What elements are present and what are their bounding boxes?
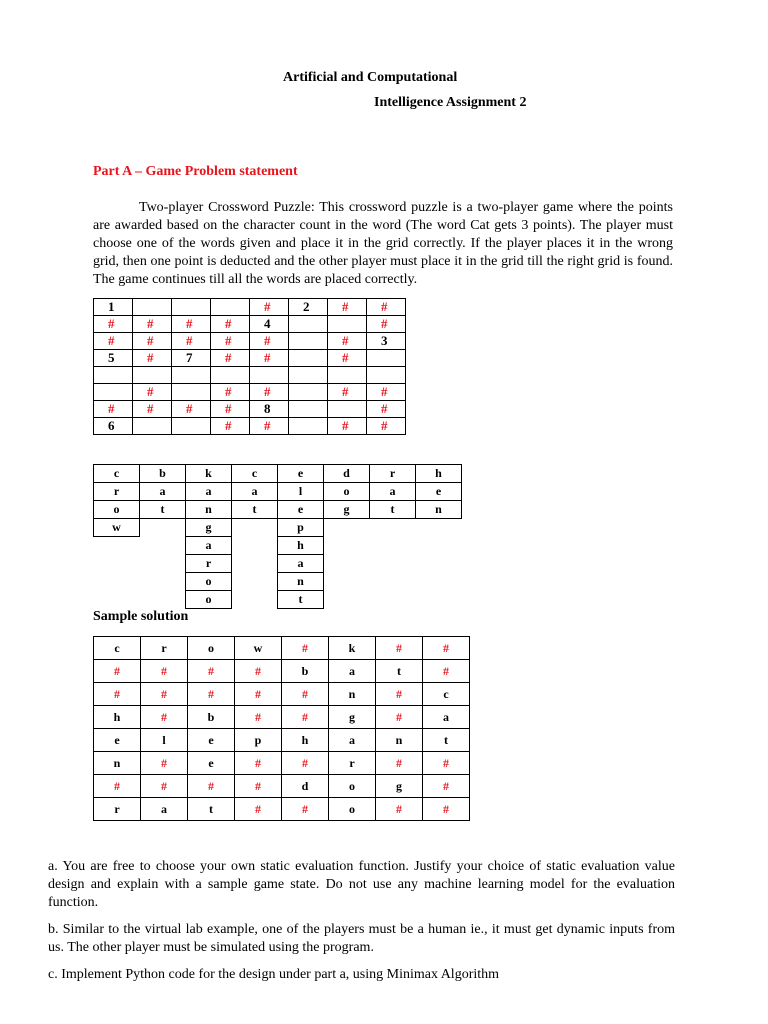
grid-cell [211, 299, 250, 316]
grid-cell: # [172, 333, 211, 350]
grid-cell: # [282, 752, 329, 775]
grid-cell: # [94, 401, 133, 418]
word-letter [416, 537, 462, 555]
grid-cell: # [94, 316, 133, 333]
grid-cell: o [329, 798, 376, 821]
solution-row [94, 706, 470, 729]
grid-cell: # [235, 798, 282, 821]
word-letter: o [94, 501, 140, 519]
grid-cell: a [423, 706, 470, 729]
solution-row [94, 729, 470, 752]
grid-cell: n [94, 752, 141, 775]
grid-cell: # [94, 683, 141, 706]
word-bank-row [94, 519, 462, 537]
solution-row [94, 752, 470, 775]
word-letter [232, 573, 278, 591]
grid-cell: # [133, 350, 172, 367]
grid-cell: # [235, 775, 282, 798]
grid-cell: # [282, 683, 329, 706]
word-letter: d [324, 465, 370, 483]
word-letter [94, 591, 140, 609]
grid-cell: # [423, 752, 470, 775]
grid-cell: # [211, 418, 250, 435]
grid-cell [94, 384, 133, 401]
solution-grid [93, 636, 470, 821]
word-bank-row [94, 591, 462, 609]
grid-cell: 1 [94, 299, 133, 316]
grid-cell [289, 418, 328, 435]
word-letter: a [370, 483, 416, 501]
grid-cell: # [94, 775, 141, 798]
part-a-heading: Part A – Game Problem statement [93, 164, 298, 179]
grid-cell: # [141, 775, 188, 798]
word-bank-row [94, 555, 462, 573]
grid-cell [289, 367, 328, 384]
grid-cell: # [133, 401, 172, 418]
solution-row [94, 798, 470, 821]
grid-cell [289, 384, 328, 401]
word-letter: o [324, 483, 370, 501]
word-letter: t [140, 501, 186, 519]
puzzle-row [94, 299, 406, 316]
grid-cell: # [250, 418, 289, 435]
word-letter: k [186, 465, 232, 483]
word-bank-row [94, 573, 462, 591]
word-letter [416, 573, 462, 591]
grid-cell: a [141, 798, 188, 821]
grid-cell: # [141, 660, 188, 683]
word-letter [140, 519, 186, 537]
grid-cell: # [172, 401, 211, 418]
grid-cell: p [235, 729, 282, 752]
word-bank-row [94, 465, 462, 483]
word-letter: a [232, 483, 278, 501]
grid-cell: a [329, 660, 376, 683]
grid-cell: 6 [94, 418, 133, 435]
grid-cell [328, 401, 367, 418]
grid-cell: # [141, 752, 188, 775]
word-letter [324, 573, 370, 591]
word-letter [232, 591, 278, 609]
grid-cell: c [94, 637, 141, 660]
grid-cell: # [367, 316, 406, 333]
grid-cell: # [188, 660, 235, 683]
word-letter: c [232, 465, 278, 483]
grid-cell: # [94, 333, 133, 350]
grid-cell [289, 350, 328, 367]
grid-cell: # [282, 798, 329, 821]
question-a: a. You are free to choose your own static evaluation function. Justify your choice of static evaluation value design and explain with a sample game state. Do not use any machine learning model for the evaluation function. [48, 859, 675, 910]
grid-cell: k [329, 637, 376, 660]
puzzle-row [94, 350, 406, 367]
grid-cell: # [423, 660, 470, 683]
grid-cell: # [250, 333, 289, 350]
grid-cell: # [133, 316, 172, 333]
word-letter [416, 555, 462, 573]
grid-cell: h [94, 706, 141, 729]
word-letter: w [94, 519, 140, 537]
word-letter [94, 573, 140, 591]
grid-cell: o [188, 637, 235, 660]
solution-row [94, 775, 470, 798]
grid-cell: # [367, 401, 406, 418]
word-bank-grid [93, 464, 462, 609]
grid-cell [328, 367, 367, 384]
puzzle-row [94, 401, 406, 418]
grid-cell: # [423, 637, 470, 660]
solution-row [94, 660, 470, 683]
word-letter: r [370, 465, 416, 483]
grid-cell: # [367, 299, 406, 316]
grid-cell: 5 [94, 350, 133, 367]
grid-cell: # [328, 418, 367, 435]
grid-cell: # [376, 637, 423, 660]
word-letter: t [232, 501, 278, 519]
grid-cell: # [133, 384, 172, 401]
grid-cell: # [250, 350, 289, 367]
problem-statement: Two-player Crossword Puzzle: This crossword puzzle is a two-player game where the points are awarded based on the character count in the word (The word Cat gets 3 points). The player must choose one of the words given and place it in the grid correctly. If the player places it in the wrong grid, then one point is deducted and the other player must place it in the grid till the right grid is found. The game continues till all the words are placed correctly. [93, 200, 673, 287]
word-letter [324, 537, 370, 555]
puzzle-row [94, 316, 406, 333]
word-letter: r [186, 555, 232, 573]
grid-cell: e [94, 729, 141, 752]
word-letter [416, 519, 462, 537]
grid-cell: # [328, 384, 367, 401]
word-letter: t [278, 591, 324, 609]
grid-cell [367, 350, 406, 367]
grid-cell: # [141, 683, 188, 706]
word-letter [232, 519, 278, 537]
grid-cell: # [250, 384, 289, 401]
grid-cell [289, 333, 328, 350]
word-bank-row [94, 537, 462, 555]
grid-cell: g [329, 706, 376, 729]
grid-cell: # [94, 660, 141, 683]
grid-cell: c [423, 683, 470, 706]
grid-cell: # [423, 775, 470, 798]
grid-cell: l [141, 729, 188, 752]
grid-cell: e [188, 729, 235, 752]
grid-cell: w [235, 637, 282, 660]
word-letter: a [186, 537, 232, 555]
word-bank-row [94, 501, 462, 519]
word-letter: a [278, 555, 324, 573]
word-letter [140, 573, 186, 591]
grid-cell: # [328, 350, 367, 367]
word-letter [94, 537, 140, 555]
word-letter [232, 537, 278, 555]
grid-cell: # [376, 706, 423, 729]
word-letter [370, 537, 416, 555]
grid-cell: b [282, 660, 329, 683]
solution-row [94, 637, 470, 660]
grid-cell [211, 367, 250, 384]
word-letter: g [324, 501, 370, 519]
grid-cell: # [235, 660, 282, 683]
grid-cell: # [328, 333, 367, 350]
grid-cell: n [376, 729, 423, 752]
word-letter: a [140, 483, 186, 501]
solution-row [94, 683, 470, 706]
grid-cell: h [282, 729, 329, 752]
puzzle-row [94, 367, 406, 384]
word-letter: l [278, 483, 324, 501]
grid-cell [133, 367, 172, 384]
grid-cell: e [188, 752, 235, 775]
grid-cell: # [141, 706, 188, 729]
word-letter [324, 591, 370, 609]
word-letter: n [278, 573, 324, 591]
word-letter: c [94, 465, 140, 483]
word-letter [140, 537, 186, 555]
grid-cell: # [188, 775, 235, 798]
grid-cell [250, 367, 289, 384]
grid-cell: r [94, 798, 141, 821]
grid-cell [289, 316, 328, 333]
grid-cell [367, 367, 406, 384]
grid-cell: # [235, 683, 282, 706]
grid-cell: a [329, 729, 376, 752]
grid-cell: t [376, 660, 423, 683]
word-letter: e [278, 501, 324, 519]
grid-cell: # [250, 299, 289, 316]
grid-cell: 3 [367, 333, 406, 350]
grid-cell [172, 384, 211, 401]
word-letter [370, 591, 416, 609]
word-letter [370, 555, 416, 573]
grid-cell: r [329, 752, 376, 775]
word-letter: n [416, 501, 462, 519]
word-letter [416, 591, 462, 609]
grid-cell [172, 299, 211, 316]
puzzle-grid [93, 298, 406, 435]
grid-cell: # [235, 706, 282, 729]
doc-title-line1: Artificial and Computational [283, 70, 458, 85]
grid-cell: # [133, 333, 172, 350]
grid-cell: o [329, 775, 376, 798]
word-letter [94, 555, 140, 573]
grid-cell: # [211, 350, 250, 367]
word-letter: a [186, 483, 232, 501]
grid-cell: n [329, 683, 376, 706]
word-letter: h [278, 537, 324, 555]
word-letter: g [186, 519, 232, 537]
grid-cell: # [282, 706, 329, 729]
grid-cell: # [367, 418, 406, 435]
grid-cell: # [282, 637, 329, 660]
grid-cell: # [211, 333, 250, 350]
grid-cell: # [423, 798, 470, 821]
grid-cell: r [141, 637, 188, 660]
grid-cell: 8 [250, 401, 289, 418]
grid-cell: # [367, 384, 406, 401]
grid-cell: b [188, 706, 235, 729]
word-letter: h [416, 465, 462, 483]
word-letter [140, 555, 186, 573]
grid-cell [133, 418, 172, 435]
grid-cell: # [172, 316, 211, 333]
grid-cell: # [235, 752, 282, 775]
grid-cell: # [376, 798, 423, 821]
word-letter: o [186, 573, 232, 591]
word-letter [370, 519, 416, 537]
doc-title-line2: Intelligence Assignment 2 [374, 95, 527, 110]
word-bank-row [94, 483, 462, 501]
grid-cell [172, 367, 211, 384]
grid-cell: # [211, 384, 250, 401]
word-letter: b [140, 465, 186, 483]
word-letter [324, 519, 370, 537]
puzzle-row [94, 333, 406, 350]
grid-cell: # [211, 401, 250, 418]
word-letter: p [278, 519, 324, 537]
grid-cell [289, 401, 328, 418]
grid-cell: 4 [250, 316, 289, 333]
grid-cell: 2 [289, 299, 328, 316]
word-letter: t [370, 501, 416, 519]
grid-cell: # [376, 683, 423, 706]
word-letter: o [186, 591, 232, 609]
grid-cell: # [188, 683, 235, 706]
puzzle-row [94, 418, 406, 435]
word-letter [140, 591, 186, 609]
word-letter: n [186, 501, 232, 519]
grid-cell [94, 367, 133, 384]
grid-cell: 7 [172, 350, 211, 367]
sample-solution-heading: Sample solution [93, 609, 189, 624]
puzzle-row [94, 384, 406, 401]
grid-cell: # [328, 299, 367, 316]
grid-cell: d [282, 775, 329, 798]
question-c: c. Implement Python code for the design under part a, using Minimax Algorithm [48, 967, 500, 982]
grid-cell: # [211, 316, 250, 333]
word-letter [324, 555, 370, 573]
grid-cell [328, 316, 367, 333]
word-letter: r [94, 483, 140, 501]
word-letter [232, 555, 278, 573]
word-letter: e [416, 483, 462, 501]
grid-cell: t [188, 798, 235, 821]
grid-cell: t [423, 729, 470, 752]
grid-cell: # [376, 752, 423, 775]
word-letter [370, 573, 416, 591]
grid-cell: g [376, 775, 423, 798]
question-b: b. Similar to the virtual lab example, one of the players must be a human ie., it must get dynamic inputs from us. The other player must be simulated using the program. [48, 922, 675, 955]
word-letter: e [278, 465, 324, 483]
grid-cell [172, 418, 211, 435]
grid-cell [133, 299, 172, 316]
